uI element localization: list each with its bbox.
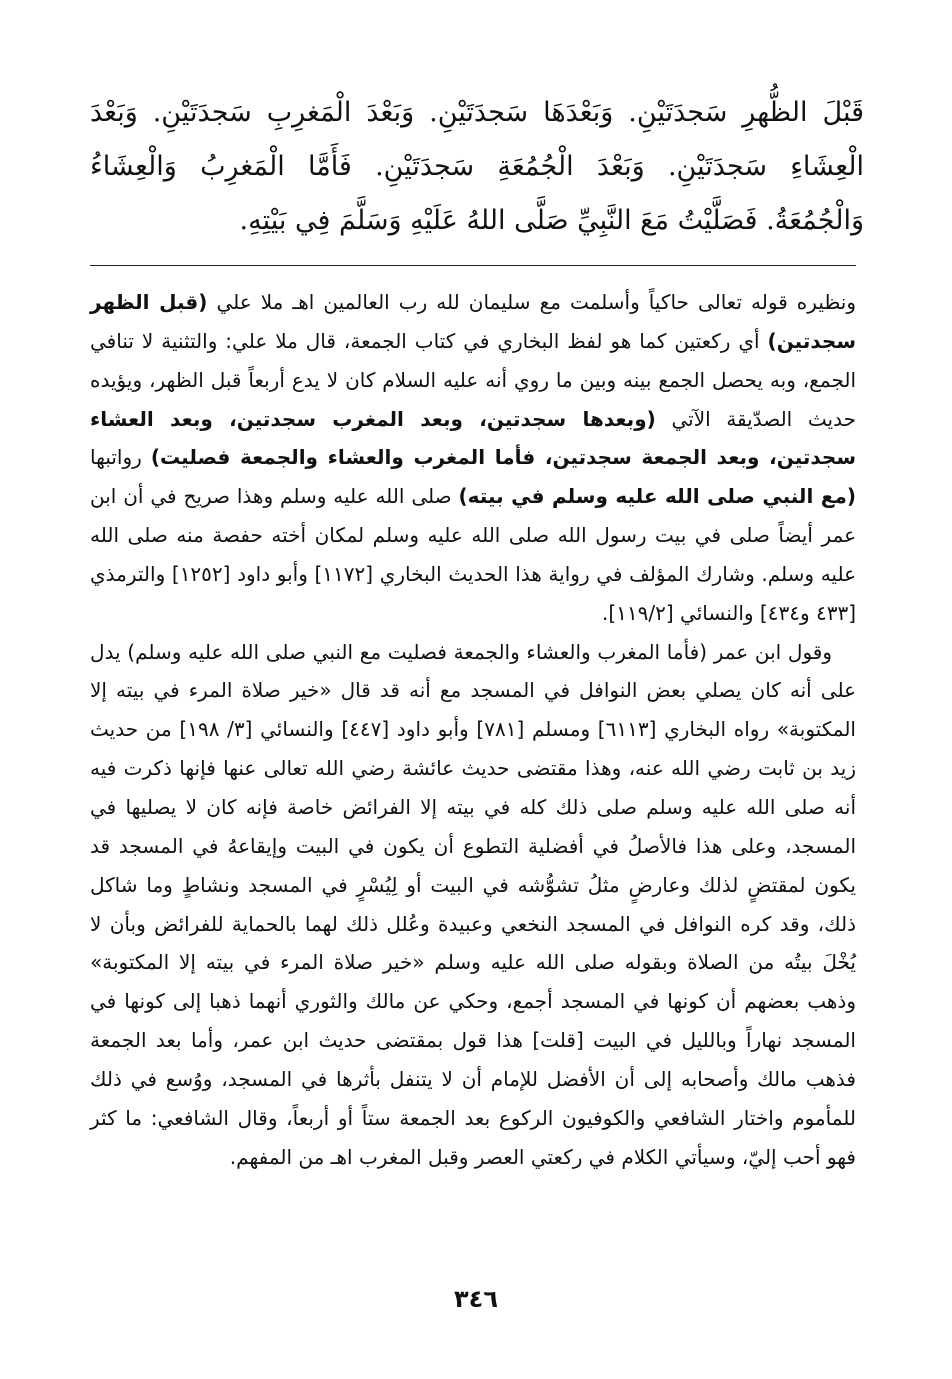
commentary-text: ونظيره قوله تعالى حاكياً وأسلمت مع سليمان لله رب العالمين اهـ ملا علي xyxy=(207,290,856,314)
commentary-text: أي ركعتين كما هو لفظ البخاري في كتاب الجمعة، قال ملا علي: والتثنية لا تنافي الجمع، وبه يحصل الجمع بينه وبين ما روي أنه عليه السلام كان لا يدع أربعاً قبل الظهر، ويؤيده حديث الصدّيقة الآتي xyxy=(90,328,856,431)
commentary-text: رواتبها xyxy=(90,445,151,470)
page-number: ٣٤٦ xyxy=(454,1285,498,1313)
quoted-hadith-phrase: (مع النبي صلى الله عليه وسلم في بيته) xyxy=(458,484,856,509)
footnote-separator-rule xyxy=(90,265,856,266)
quoted-hadith-phrase: (وبعدها سجدتين، وبعد المغرب سجدتين، وبعد العشاء سجدتين، وبعد الجمعة سجدتين، فأما المغرب والعشاء والجمعة فصليت) xyxy=(90,406,856,470)
quoted-hadith-phrase: (قبل الظهر سجدتين) xyxy=(90,290,856,353)
commentary-paragraph: وقول ابن عمر (فأما المغرب والعشاء والجمعة فصليت مع النبي صلى الله عليه وسلم) يدل على أنه كان يصلي بعض النوافل في المسجد مع أنه قد قال «خير صلاة المرء في بيته إلا المكتوبة» رواه البخاري [٦١١٣] ومسلم [٧٨١] وأبو داود [٤٤٧] والنسائي [٣/ ١٩٨] من حديث زيد بن ثابت رضي الله عنه، وهذا مقتضى حديث عائشة رضي الله تعالى عنها فإنها ذكرت فيه أنه صلى الله عليه وسلم صلى ذلك كله في بيته إلا الفرائض خاصة فإنه كان لا يصليها في المسجد، وعلى هذا فالأصلُ في أفضلية التطوع أن يكون في البيت وإيقاعهُ في المسجد قد يكون لمقتضٍ لذلك وعارضٍ مثلُ تشوُّشه في البيت أو لِيُسْرٍ في المسجد ونشاطٍ وما شاكل ذلك، وقد كره النوافل في المسجد النخعي وعبيدة وعُلل ذلك لهما بالحماية للفرائض وبأن لا يُخْلَ بيتُه من الصلاة وبقوله صلى الله عليه وسلم «خير صلاة المرء في بيته إلا المكتوبة» وذهب بعضهم أن كونها في المسجد أجمع، وحكي عن مالك والثوري أنهما ذهبا إلى كونها في المسجد نهاراً وبالليل في البيت [قلت] هذا قول بمقتضى حديث ابن عمر، وأما بعد الجمعة فذهب مالك وأصحابه إلى أن الأفضل للإمام أن لا يتنفل بأثرها في المسجد، ووُسع في ذلك للمأموم واختار الشافعي والكوفيون الركوع بعد الجمعة ستاً أو أربعاً، وقال الشافعي: ما كثر فهو أحب إليّ، وسيأتي الكلام في ركعتي العصر وقبل المغرب اهـ من المفهم. xyxy=(90,639,856,1169)
hadith-main-text: قَبْلَ الظُّهرِ سَجدَتَيْنِ. وَبَعْدَهَا سَجدَتَيْنِ. وَبَعْدَ الْمَغرِبِ سَجدَتَيْنِ. وَبَعْدَ الْعِشَاءِ سَجدَتَيْنِ. وَبَعْدَ الْجُمُعَةِ سَجدَتَيْنِ. فَأَمَّا الْمَغرِبُ وَالْعِشَاءُ وَالْجُمُعَةُ. فَصَلَّيْتُ مَعَ النَّبِيِّ صَلَّى اللهُ عَلَيْهِ وَسَلَّمَ فِي بَيْتِهِ. xyxy=(90,97,864,236)
commentary-text: صلى الله عليه وسلم وهذا صريح في أن ابن عمر أيضاً صلى في بيت رسول الله صلى الله عليه وسلم لمكان أخته حفصة منه صلى الله عليه وسلم. وشارك المؤلف في رواية هذا الحديث البخاري [١١٧٢] وأبو داود [١٢٥٢] والترمذي [٤٣٣ و٤٣٤] والنسائي [١١٩/٢]. xyxy=(90,484,857,625)
commentary-paragraph xyxy=(90,283,856,633)
commentary-section xyxy=(90,283,856,1176)
